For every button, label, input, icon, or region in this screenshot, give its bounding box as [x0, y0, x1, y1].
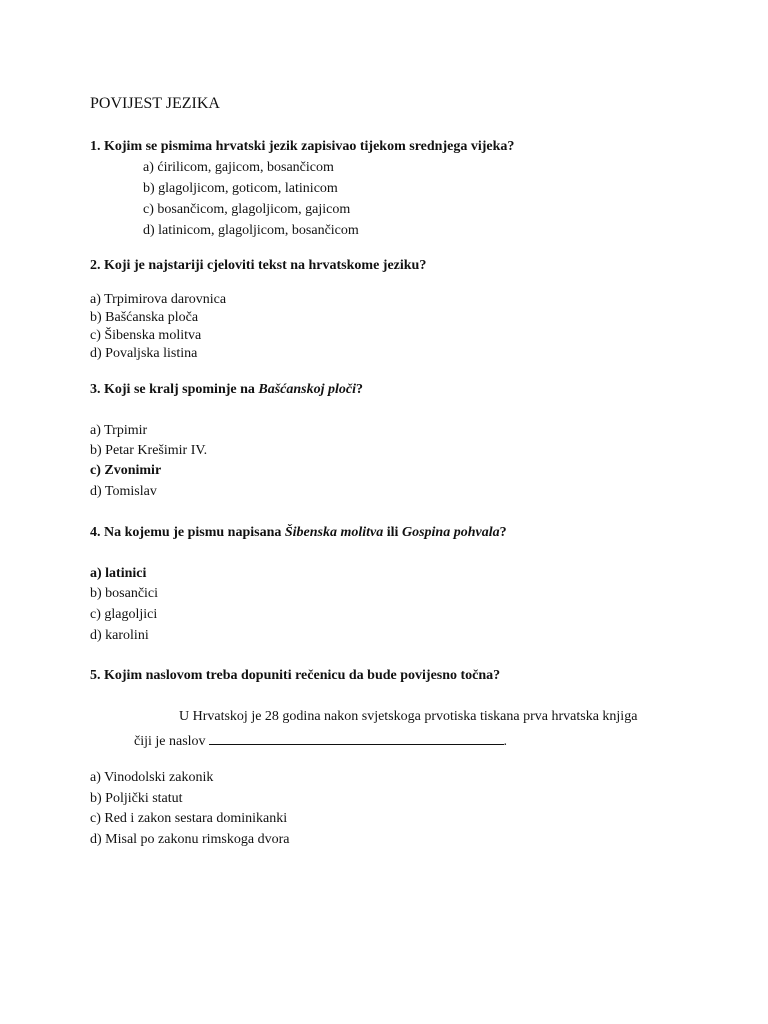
question-3-option-b: b) Petar Krešimir IV. [90, 443, 208, 458]
question-4-option-a: a) latinici [90, 566, 147, 581]
question-5-option-c: c) Red i zakon sestara dominikanki [90, 811, 288, 826]
question-5-sentence-line-2 [134, 731, 507, 751]
answer-blank-line [209, 731, 504, 745]
question-4-italic-title-1: Šibenska molitva [284, 525, 384, 540]
question-2-option-b: b) Bašćanska ploča [90, 310, 199, 325]
question-4 [90, 524, 507, 542]
question-5-sentence-line-1: U Hrvatskoj je 28 godina nakon svjetskoga prvotiska tiskana prva hrvatska knjiga [179, 709, 638, 724]
question-5-option-a: a) Vinodolski zakonik [90, 770, 214, 785]
question-3-option-c: c) Zvonimir [90, 463, 162, 478]
question-3 [90, 381, 363, 399]
question-3-option-d: d) Tomislav [90, 484, 157, 499]
question-4-conjunction: ili [383, 525, 402, 540]
question-3-option-a: a) Trpimir [90, 423, 148, 438]
question-4-end: ? [499, 525, 507, 540]
page-title: POVIJEST JEZIKA [90, 95, 220, 112]
question-4-italic-title-2: Gospina pohvala [401, 525, 500, 540]
question-3-text: 3. Koji se kralj spominje na [90, 382, 259, 397]
question-5-sentence-start: čiji je naslov [134, 734, 206, 749]
question-3-italic-title: Bašćanskoj ploči [258, 382, 357, 397]
question-2-option-d: d) Povaljska listina [90, 346, 198, 361]
question-3-end: ? [356, 382, 364, 397]
question-1-option-c: c) bosančicom, glagoljicom, gajicom [143, 202, 351, 217]
question-2-option-c: c) Šibenska molitva [90, 328, 202, 343]
question-5-option-d: d) Misal po zakonu rimskoga dvora [90, 832, 290, 847]
question-4-text: 4. Na kojemu je pismu napisana [90, 525, 285, 540]
question-4-option-d: d) karolini [90, 628, 149, 643]
question-2-option-a: a) Trpimirova darovnica [90, 292, 227, 307]
question-5-sentence-period: . [503, 734, 508, 749]
question-1-option-b: b) glagoljicom, goticom, latinicom [143, 181, 338, 196]
question-5-option-b: b) Poljički statut [90, 791, 183, 806]
question-4-option-c: c) glagoljici [90, 607, 158, 622]
question-1-option-d: d) latinicom, glagoljicom, bosančicom [143, 223, 359, 238]
question-4-option-b: b) bosančici [90, 586, 159, 601]
question-2: 2. Koji je najstariji cjeloviti tekst na hrvatskome jeziku? [90, 258, 427, 273]
question-5: 5. Kojim naslovom treba dopuniti rečenicu da bude povijesno točna? [90, 668, 501, 683]
question-1: 1. Kojim se pismima hrvatski jezik zapisivao tijekom srednjega vijeka? [90, 139, 515, 154]
question-1-option-a: a) ćirilicom, gajicom, bosančicom [143, 160, 334, 175]
